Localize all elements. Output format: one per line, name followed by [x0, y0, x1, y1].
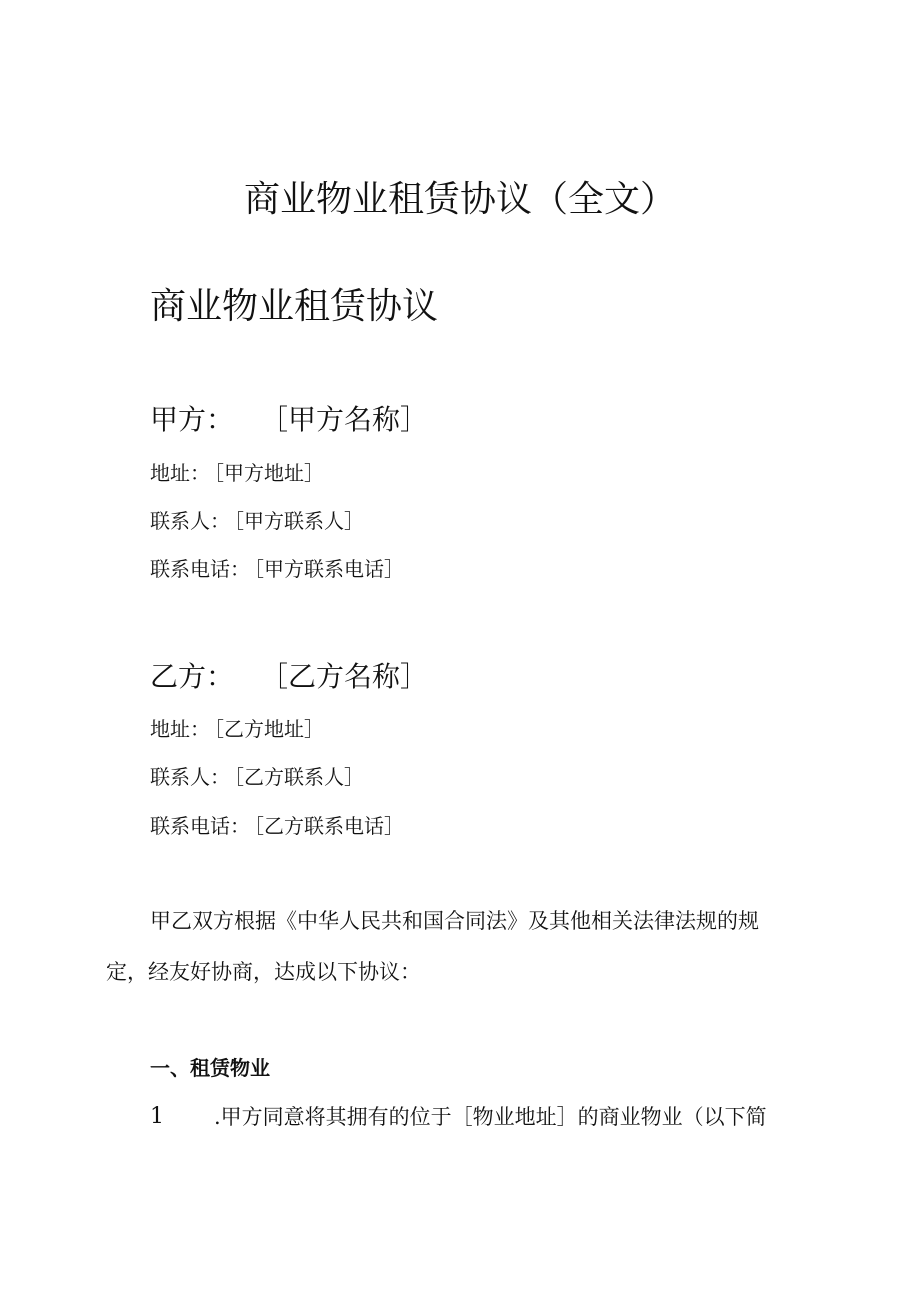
party-b-phone-label: 联系电话： — [150, 814, 250, 838]
clause-text: .甲方同意将其拥有的位于［物业地址］的商业物业（以下简 — [214, 1105, 767, 1129]
party-b-phone: ［乙方联系电话］ — [254, 814, 404, 838]
party-a-contact-label: 联系人： — [150, 509, 230, 533]
party-b-phone-line — [150, 812, 404, 840]
section-heading-leased-property: 一、租赁物业 — [150, 1056, 270, 1080]
party-a-phone-line — [150, 555, 404, 583]
party-a-address-label: 地址： — [150, 461, 210, 485]
party-a-label: 甲方： — [150, 403, 235, 436]
party-b-name: ［乙方名称］ — [260, 660, 429, 693]
party-a-heading — [150, 402, 428, 438]
agreement-heading: 商业物业租赁协议 — [150, 286, 439, 327]
party-a-phone: ［甲方联系电话］ — [254, 557, 404, 581]
party-a-contact-line — [150, 507, 364, 535]
clause-number: 1 — [150, 1104, 164, 1129]
party-b-address-line — [150, 715, 324, 743]
party-b-address: ［乙方地址］ — [214, 717, 324, 741]
party-a-address: ［甲方地址］ — [214, 461, 324, 485]
party-b-contact: ［乙方联系人］ — [234, 765, 364, 789]
party-b-contact-line — [150, 763, 364, 791]
party-b-address-label: 地址： — [150, 717, 210, 741]
intro-paragraph-line-2: 定，经友好协商，达成以下协议： — [106, 960, 421, 984]
party-a-name: ［甲方名称］ — [260, 403, 429, 436]
intro-paragraph-line-1: 甲乙双方根据《中华人民共和国合同法》及其他相关法律法规的规 — [150, 909, 759, 933]
party-b-label: 乙方： — [150, 660, 235, 693]
document-title: 商业物业租赁协议（全文） — [243, 179, 676, 220]
party-a-phone-label: 联系电话： — [150, 557, 250, 581]
party-b-heading — [150, 659, 428, 695]
party-b-contact-label: 联系人： — [150, 765, 230, 789]
party-a-contact: ［甲方联系人］ — [234, 509, 364, 533]
party-a-address-line — [150, 459, 324, 487]
